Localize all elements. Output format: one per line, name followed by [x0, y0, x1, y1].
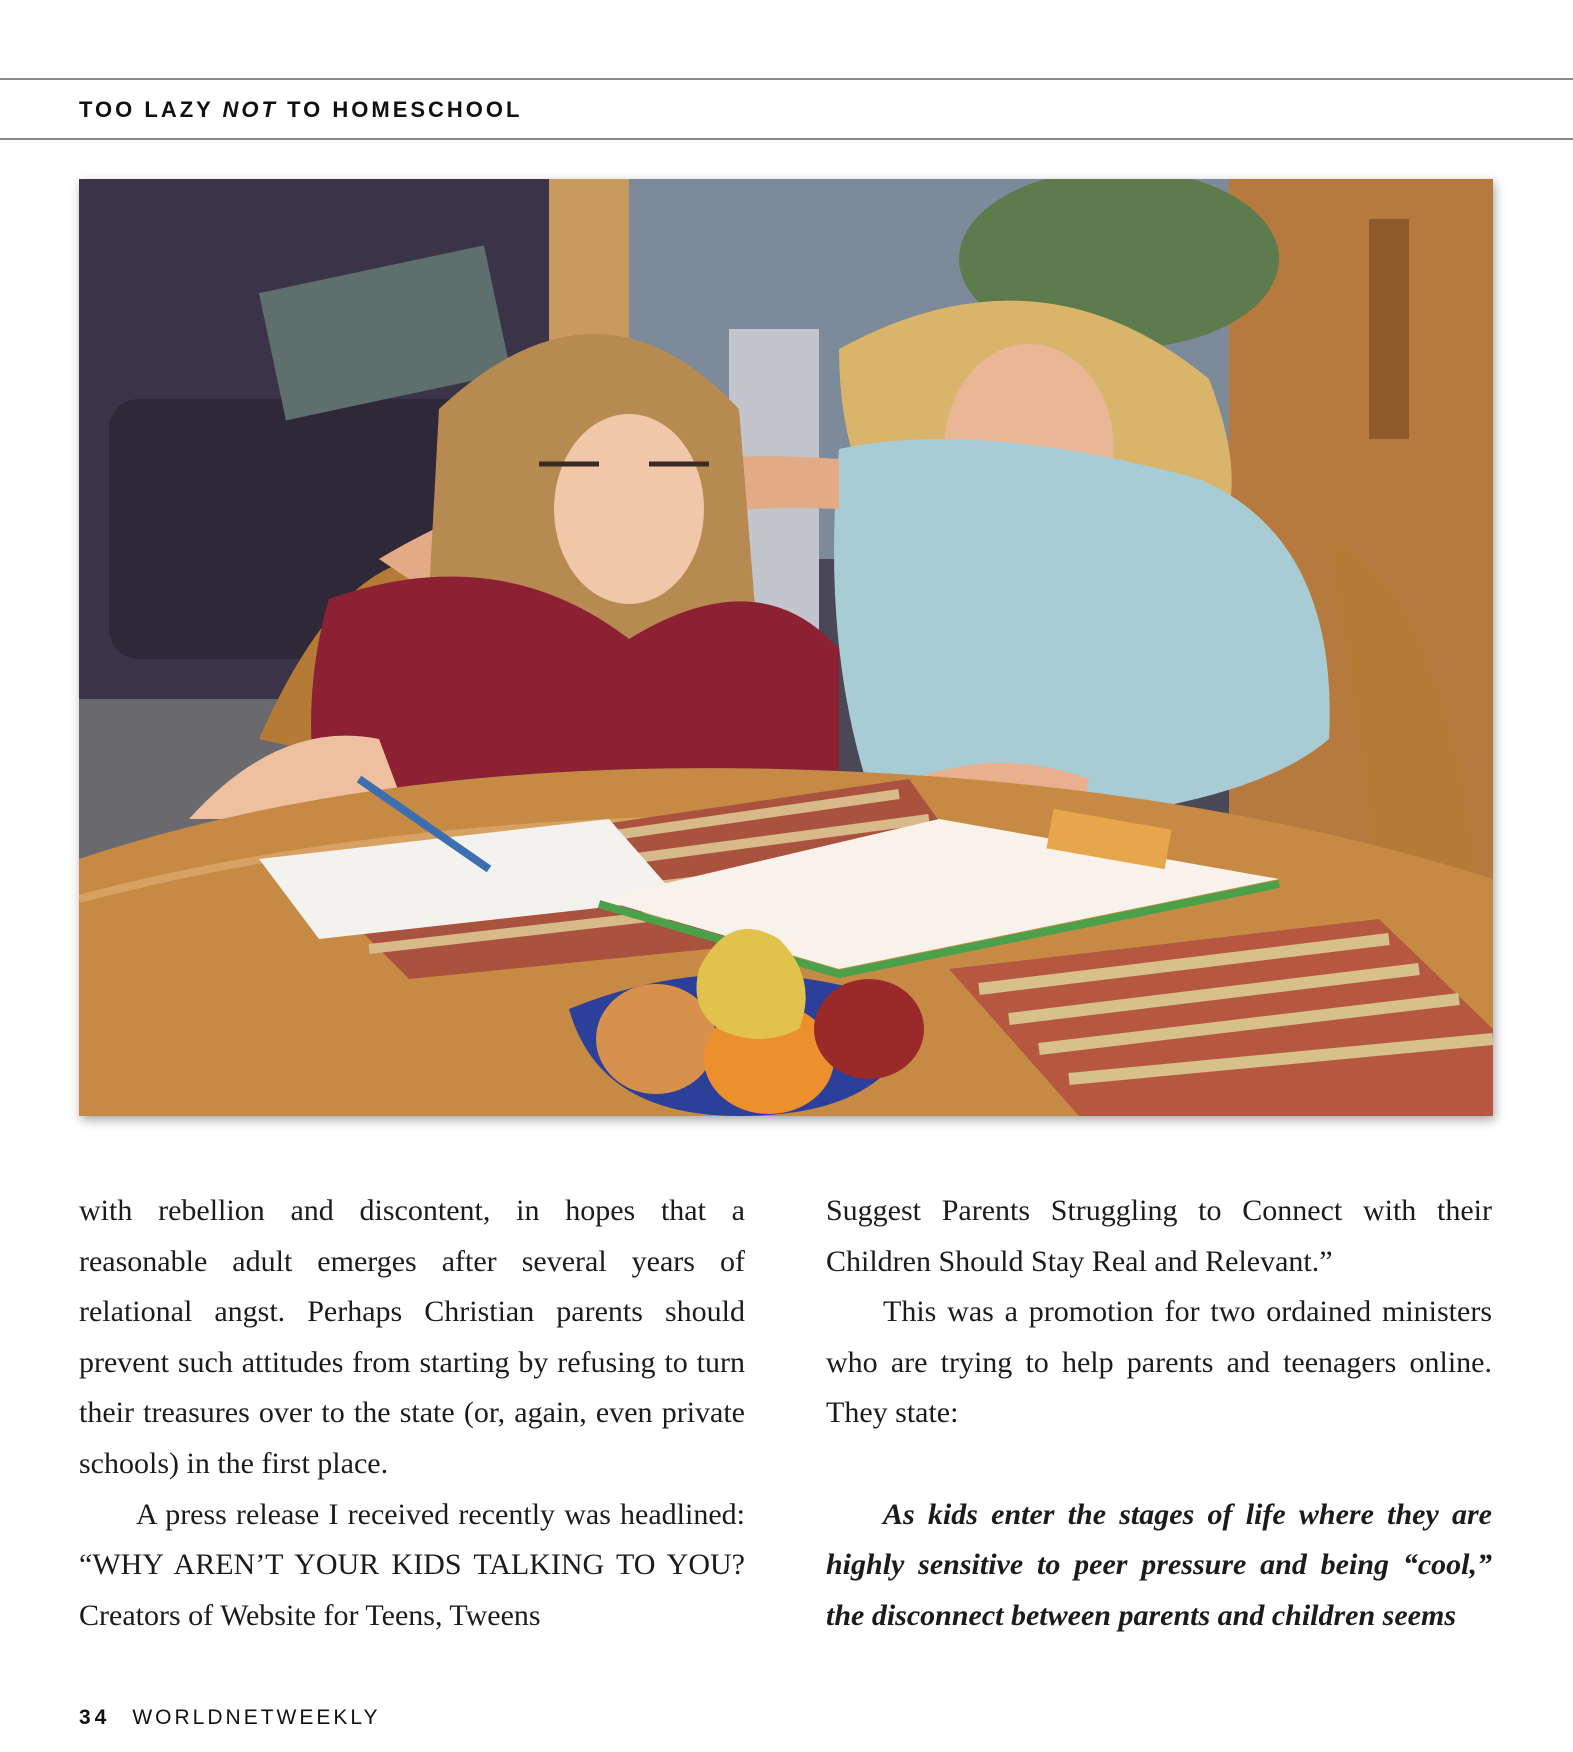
left-paragraph-1: with rebellion and discontent, in hopes that a reasonable adult emerges after several years of relational angst. Perhaps Christian parents should prevent such attitudes from starting by refusing to turn their treasures over to the state (or, again, even private schools) in the first place.: [79, 1194, 745, 1480]
right-column: [826, 1186, 1492, 1641]
running-head-part-1: TOO LAZY: [79, 97, 223, 122]
homeschool-photo: [79, 179, 1493, 1116]
header-top-rule: [0, 78, 1573, 80]
running-head-part-2: TO HOMESCHOOL: [277, 97, 523, 122]
header-bottom-rule: [0, 138, 1573, 140]
page-footer: [79, 1706, 381, 1730]
right-paragraph-2: This was a promotion for two ordained ministers who are trying to help parents and teenagers online. They state:: [826, 1295, 1492, 1430]
publication-name: WORLDNETWEEKLY: [132, 1706, 381, 1729]
right-paragraph-1: Suggest Parents Struggling to Connect with their Children Should Stay Real and Relevant.”: [826, 1194, 1492, 1278]
left-paragraph-2: A press release I received recently was headlined: “WHY AREN’T YOUR KIDS TALKING TO YOU? Creators of Website for Teens, Tweens: [79, 1497, 745, 1632]
running-head-emphasis: NOT: [222, 97, 278, 122]
apple-red: [814, 979, 924, 1079]
left-column: [79, 1186, 745, 1641]
page-number: 34: [79, 1706, 111, 1729]
photo-illustration: [79, 179, 1493, 1116]
running-head: [79, 97, 522, 123]
door-handle-plate: [1369, 219, 1409, 439]
block-quote: As kids enter the stages of life where they are highly sensitive to peer pressure and being “cool,” the disconnect between parents and children seems: [826, 1497, 1492, 1632]
daughter-face: [554, 414, 704, 604]
